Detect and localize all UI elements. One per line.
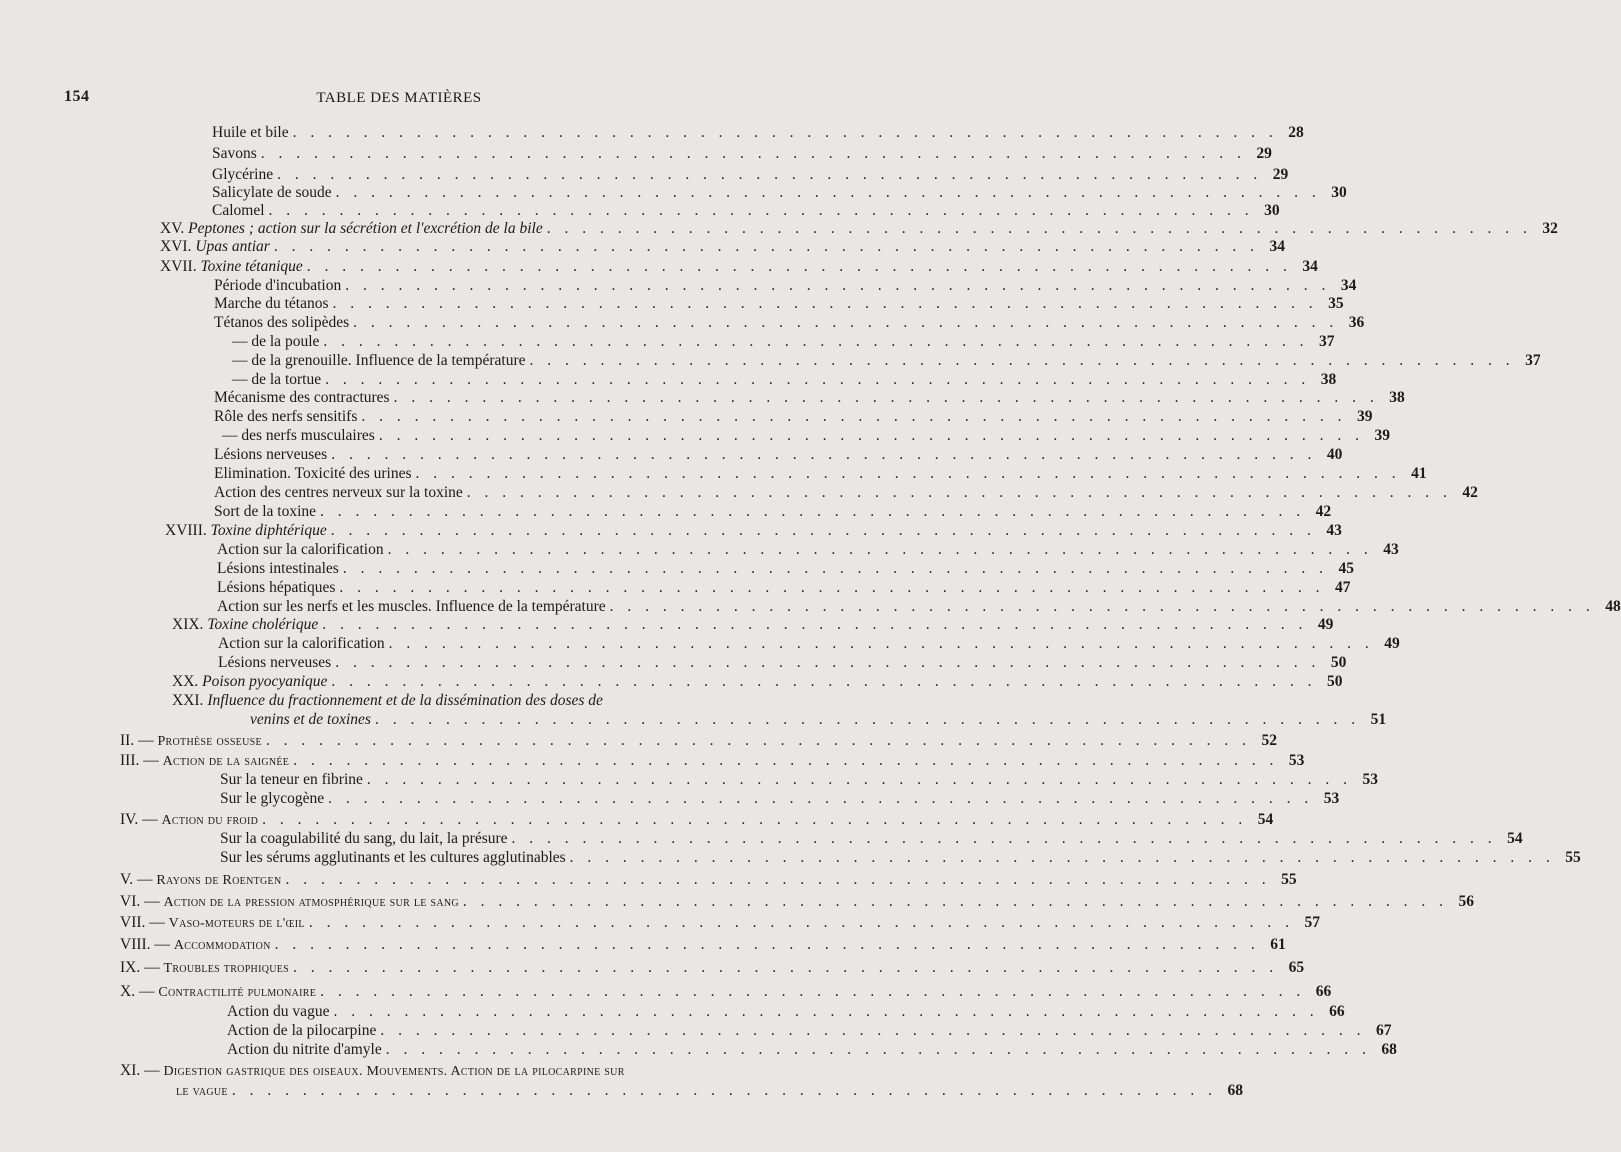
entry-number: XVIII.: [165, 522, 207, 539]
entry-title: Action du vague: [227, 1003, 330, 1020]
entry-title: Sur la coagulabilité du sang, du lait, la présure: [220, 830, 508, 847]
entry-title: Calomel: [212, 202, 265, 219]
entry-page: 40: [1326, 446, 1343, 463]
entry-page: 29: [1272, 166, 1289, 183]
leader-dots: . . . . . . . . . . . . . . . . . . . . . . . . . . . . . . . . . . . . . . . . . . . . . . . . . . . . . . . .: [380, 1022, 1366, 1039]
leader-dots: . . . . . . . . . . . . . . . . . . . . . . . . . . . . . . . . . . . . . . . . . . . . . . . . . . . . . . . .: [277, 166, 1263, 183]
leader-dots: . . . . . . . . . . . . . . . . . . . . . . . . . . . . . . . . . . . . . . . . . . . . . . . . . . . . . . . .: [274, 936, 1260, 953]
entry-title: Savons: [212, 145, 257, 162]
entry-number: VI. —: [120, 893, 160, 910]
toc-entry: [250, 711, 1387, 733]
entry-number: XI. —: [120, 1062, 160, 1079]
entry-title: Glycérine: [212, 166, 274, 183]
leader-dots: . . . . . . . . . . . . . . . . . . . . . . . . . . . . . . . . . . . . . . . . . . . . . . . . . . . . . . . .: [393, 389, 1379, 406]
leader-dots: . . . . . . . . . . . . . . . . . . . . . . . . . . . . . . . . . . . . . . . . . . . . . . . . . . . . . . . .: [268, 202, 1254, 219]
leader-dots: . . . . . . . . . . . . . . . . . . . . . . . . . . . . . . . . . . . . . . . . . . . . . . . . . . . . . . . .: [328, 790, 1314, 807]
entry-number: XV.: [160, 220, 185, 237]
leader-dots: . . . . . . . . . . . . . . . . . . . . . . . . . . . . . . . . . . . . . . . . . . . . . . . . . . . . . . . .: [331, 446, 1317, 463]
entry-page: 34: [1269, 238, 1285, 255]
leader-dots: . . . . . . . . . . . . . . . . . . . . . . . . . . . . . . . . . . . . . . . . . . . . . . . . . . . . . . . .: [387, 541, 1373, 558]
entry-page: 30: [1264, 202, 1280, 219]
entry-page: 53: [1288, 752, 1305, 769]
entry-title: Action de la pression atmosphérique sur le sang: [163, 895, 459, 910]
entry-title: Sort de la toxine: [214, 503, 317, 520]
leader-dots: . . . . . . . . . . . . . . . . . . . . . . . . . . . . . . . . . . . . . . . . . . . . . . . . . . . . . . . .: [339, 579, 1325, 596]
entry-number: XVI.: [160, 238, 192, 255]
entry-page: 57: [1304, 914, 1320, 931]
leader-dots: . . . . . . . . . . . . . . . . . . . . . . . . . . . . . . . . . . . . . . . . . . . . . . . . . . . . . . . .: [569, 849, 1555, 866]
leader-dots: . . . . . . . . . . . . . . . . . . . . . . . . . . . . . . . . . . . . . . . . . . . . . . . . . . . . . . . .: [366, 771, 1353, 788]
leader-dots: . . . . . . . . . . . . . . . . . . . . . . . . . . . . . . . . . . . . . . . . . . . . . . . . . . . . . . . .: [332, 295, 1318, 312]
leader-dots: . . . . . . . . . . . . . . . . . . . . . . . . . . . . . . . . . . . . . . . . . . . . . . . . . . . . . . . .: [335, 654, 1321, 671]
leader-dots: . . . . . . . . . . . . . . . . . . . . . . . . . . . . . . . . . . . . . . . . . . . . . . . . . . . . . . . .: [361, 408, 1347, 425]
entry-title: Action de la saignée: [162, 754, 290, 769]
leader-dots: . . . . . . . . . . . . . . . . . . . . . . . . . . . . . . . . . . . . . . . . . . . . . . . . . . . . . . . .: [415, 465, 1401, 482]
leader-dots: . . . . . . . . . . . . . . . . . . . . . . . . . . . . . . . . . . . . . . . . . . . . . . . . . . . . . . . .: [325, 371, 1311, 388]
page-number: 154: [64, 88, 90, 105]
entry-title: Toxine cholérique: [207, 616, 319, 633]
entry-number: IX. —: [120, 959, 160, 976]
entry-page: 67: [1375, 1022, 1392, 1039]
leader-dots: . . . . . . . . . . . . . . . . . . . . . . . . . . . . . . . . . . . . . . . . . . . . . . . . . . . . . . . .: [466, 484, 1452, 501]
entry-page: 66: [1329, 1003, 1345, 1020]
leader-dots: . . . . . . . . . . . . . . . . . . . . . . . . . . . . . . . . . . . . . . . . . . . . . . . . . . . . . . . .: [529, 352, 1515, 369]
leader-dots: . . . . . . . . . . . . . . . . . . . . . . . . . . . . . . . . . . . . . . . . . . . . . . . . . . . . . . . .: [388, 635, 1374, 652]
entry-title: Accommodation: [173, 938, 271, 953]
entry-title: Vaso-moteurs de l'œil: [168, 916, 305, 931]
entry-title: Tétanos des solipèdes: [214, 314, 350, 331]
toc-entry: [176, 1082, 1243, 1104]
entry-page: 54: [1507, 830, 1523, 847]
entry-title: Période d'incubation: [214, 277, 342, 294]
entry-title: Lésions intestinales: [217, 560, 339, 577]
entry-page: 68: [1381, 1041, 1397, 1058]
entry-title: Influence du fractionnement et de la dissémination des doses de: [207, 692, 603, 709]
entry-number: XX.: [172, 673, 199, 690]
entry-title: Action du nitrite d'amyle: [227, 1041, 382, 1058]
entry-page: 34: [1340, 277, 1357, 294]
entry-title: — des nerfs musculaires: [222, 427, 375, 444]
leader-dots: . . . . . . . . . . . . . . . . . . . . . . . . . . . . . . . . . . . . . . . . . . . . . . . . . . . . . . . .: [273, 238, 1259, 255]
leader-dots: . . . . . . . . . . . . . . . . . . . . . . . . . . . . . . . . . . . . . . . . . . . . . . . . . . . . . . . .: [385, 1041, 1371, 1058]
entry-page: 50: [1330, 654, 1347, 671]
entry-page: 39: [1374, 427, 1390, 444]
leader-dots: . . . . . . . . . . . . . . . . . . . . . . . . . . . . . . . . . . . . . . . . . . . . . . . . . . . . . . . .: [331, 673, 1317, 690]
entry-page: 51: [1370, 711, 1387, 728]
entry-number: X. —: [120, 983, 155, 1000]
toc-entry: [120, 732, 1278, 754]
entry-page: 65: [1288, 959, 1305, 976]
entry-page: 29: [1256, 145, 1272, 162]
entry-number: II. —: [120, 732, 154, 749]
entry-title: Sur le glycogène: [220, 790, 325, 807]
entry-number: XXI.: [172, 692, 204, 709]
entry-title: Action du froid: [161, 813, 259, 828]
leader-dots: . . . . . . . . . . . . . . . . . . . . . . . . . . . . . . . . . . . . . . . . . . . . . . . . . . . . . . . .: [335, 184, 1321, 201]
entry-title: Action des centres nerveux sur la toxine: [214, 484, 463, 501]
entry-page: 38: [1389, 389, 1405, 406]
toc-entry: [212, 124, 1304, 146]
entry-title: Action sur la calorification: [217, 541, 384, 558]
toc-entry: [227, 1041, 1397, 1063]
entry-title: Lésions nerveuses: [218, 654, 332, 671]
entry-title: Prothèse osseuse: [157, 734, 262, 749]
entry-page: 66: [1315, 983, 1332, 1000]
leader-dots: . . . . . . . . . . . . . . . . . . . . . . . . . . . . . . . . . . . . . . . . . . . . . . . . . . . . . . . .: [333, 1003, 1319, 1020]
entry-title: venins et de toxines: [250, 711, 371, 728]
toc-entry: [120, 893, 1475, 915]
leader-dots: . . . . . . . . . . . . . . . . . . . . . . . . . . . . . . . . . . . . . . . . . . . . . . . . . . . . . . . .: [323, 333, 1309, 350]
entry-page: 56: [1458, 893, 1475, 910]
entry-page: 42: [1462, 484, 1478, 501]
leader-dots: . . . . . . . . . . . . . . . . . . . . . . . . . . . . . . . . . . . . . . . . . . . . . . . . . . . . . . . .: [462, 893, 1449, 910]
entry-page: 52: [1261, 732, 1278, 749]
entry-page: 42: [1315, 503, 1332, 520]
entry-number: VIII. —: [120, 936, 170, 953]
leader-dots: . . . . . . . . . . . . . . . . . . . . . . . . . . . . . . . . . . . . . . . . . . . . . . . . . . . . . . . .: [262, 811, 1248, 828]
entry-number: IV. —: [120, 811, 158, 828]
leader-dots: . . . . . . . . . . . . . . . . . . . . . . . . . . . . . . . . . . . . . . . . . . . . . . . . . . . . . . . .: [330, 522, 1316, 539]
leader-dots: . . . . . . . . . . . . . . . . . . . . . . . . . . . . . . . . . . . . . . . . . . . . . . . . . . . . . . . .: [345, 277, 1331, 294]
toc-entry: [120, 1062, 740, 1084]
entry-page: 41: [1411, 465, 1427, 482]
leader-dots: . . . . . . . . . . . . . . . . . . . . . . . . . . . . . . . . . . . . . . . . . . . . . . . . . . . . . . . .: [342, 560, 1328, 577]
leader-dots: . . . . . . . . . . . . . . . . . . . . . . . . . . . . . . . . . . . . . . . . . . . . . . . . . . . . . . . .: [546, 220, 1532, 237]
entry-page: 55: [1565, 849, 1581, 866]
toc-entry: [120, 959, 1305, 981]
toc-entry: [160, 238, 1285, 260]
entry-title: Troubles trophiques: [163, 961, 290, 976]
entry-page: 50: [1327, 673, 1343, 690]
entry-page: 37: [1525, 352, 1541, 369]
page-header: [64, 88, 734, 112]
entry-title: Poison pyocyanique: [202, 673, 328, 690]
leader-dots: . . . . . . . . . . . . . . . . . . . . . . . . . . . . . . . . . . . . . . . . . . . . . . . . . . . . . . . .: [374, 711, 1361, 728]
entry-page: 53: [1362, 771, 1379, 788]
entry-title: Action de la pilocarpine: [227, 1022, 377, 1039]
toc-entry: [120, 871, 1297, 893]
entry-page: 28: [1288, 124, 1304, 141]
leader-dots: . . . . . . . . . . . . . . . . . . . . . . . . . . . . . . . . . . . . . . . . . . . . . . . . . . . . . . . .: [293, 752, 1279, 769]
entry-title: Mécanisme des contractures: [214, 389, 390, 406]
entry-page: 48: [1605, 598, 1621, 615]
leader-dots: . . . . . . . . . . . . . . . . . . . . . . . . . . . . . . . . . . . . . . . . . . . . . . . . . . . . . . . .: [353, 314, 1339, 331]
entry-page: 45: [1338, 560, 1354, 577]
entry-number: VII. —: [120, 914, 165, 931]
leader-dots: . . . . . . . . . . . . . . . . . . . . . . . . . . . . . . . . . . . . . . . . . . . . . . . . . . . . . . . .: [231, 1082, 1217, 1099]
entry-title: Action sur la calorification: [218, 635, 385, 652]
leader-dots: . . . . . . . . . . . . . . . . . . . . . . . . . . . . . . . . . . . . . . . . . . . . . . . . . . . . . . . .: [285, 871, 1271, 888]
entry-page: 68: [1227, 1082, 1243, 1099]
entry-page: 61: [1270, 936, 1286, 953]
entry-page: 55: [1281, 871, 1297, 888]
leader-dots: . . . . . . . . . . . . . . . . . . . . . . . . . . . . . . . . . . . . . . . . . . . . . . . . . . . . . . . .: [265, 732, 1252, 749]
entry-title: Digestion gastrique des oiseaux. Mouvements. Action de la pilocarpine sur: [163, 1064, 625, 1079]
entry-page: 43: [1383, 541, 1399, 558]
entry-title: Upas antiar: [195, 238, 270, 255]
entry-title: — de la poule: [232, 333, 320, 350]
entry-page: 49: [1384, 635, 1400, 652]
entry-title: Sur les sérums agglutinants et les cultures agglutinables: [220, 849, 566, 866]
entry-title: Toxine diphtérique: [210, 522, 327, 539]
leader-dots: . . . . . . . . . . . . . . . . . . . . . . . . . . . . . . . . . . . . . . . . . . . . . . . . . . . . . . . .: [308, 914, 1294, 931]
leader-dots: . . . . . . . . . . . . . . . . . . . . . . . . . . . . . . . . . . . . . . . . . . . . . . . . . . . . . . . .: [293, 959, 1279, 976]
toc-entry: [120, 983, 1332, 1005]
entry-title: Contractilité pulmonaire: [158, 985, 317, 1000]
entry-number: XIX.: [172, 616, 204, 633]
leader-dots: . . . . . . . . . . . . . . . . . . . . . . . . . . . . . . . . . . . . . . . . . . . . . . . . . . . . . . . .: [306, 258, 1292, 275]
entry-title: Salicylate de soude: [212, 184, 332, 201]
entry-page: 34: [1302, 258, 1318, 275]
entry-title: Sur la teneur en fibrine: [220, 771, 363, 788]
entry-title: Elimination. Toxicité des urines: [214, 465, 412, 482]
entry-page: 47: [1335, 579, 1351, 596]
running-title: TABLE DES MATIÈRES: [316, 90, 482, 106]
entry-number: V. —: [120, 871, 153, 888]
leader-dots: . . . . . . . . . . . . . . . . . . . . . . . . . . . . . . . . . . . . . . . . . . . . . . . . . . . . . . . .: [378, 427, 1364, 444]
entry-page: 35: [1328, 295, 1344, 312]
entry-title: le vague: [176, 1084, 228, 1099]
entry-title: — de la grenouille. Influence de la température: [232, 352, 526, 369]
toc-entry: [212, 145, 1272, 167]
toc-entry: [220, 849, 1581, 871]
entry-title: Toxine tétanique: [200, 258, 303, 275]
leader-dots: . . . . . . . . . . . . . . . . . . . . . . . . . . . . . . . . . . . . . . . . . . . . . . . . . . . . . . . .: [260, 145, 1246, 162]
entry-number: III. —: [120, 752, 159, 769]
entry-page: 43: [1326, 522, 1342, 539]
entry-title: Rôle des nerfs sensitifs: [214, 408, 358, 425]
entry-title: — de la tortue: [232, 371, 322, 388]
leader-dots: . . . . . . . . . . . . . . . . . . . . . . . . . . . . . . . . . . . . . . . . . . . . . . . . . . . . . . . .: [292, 124, 1278, 141]
leader-dots: . . . . . . . . . . . . . . . . . . . . . . . . . . . . . . . . . . . . . . . . . . . . . . . . . . . . . . . .: [609, 598, 1595, 615]
leader-dots: . . . . . . . . . . . . . . . . . . . . . . . . . . . . . . . . . . . . . . . . . . . . . . . . . . . . . . . .: [320, 983, 1306, 1000]
toc-entry: [220, 790, 1340, 812]
entry-page: 37: [1319, 333, 1335, 350]
entry-page: 38: [1320, 371, 1337, 388]
entry-title: Huile et bile: [212, 124, 289, 141]
entry-page: 36: [1348, 314, 1365, 331]
leader-dots: . . . . . . . . . . . . . . . . . . . . . . . . . . . . . . . . . . . . . . . . . . . . . . . . . . . . . . . .: [320, 503, 1306, 520]
entry-number: XVII.: [160, 258, 197, 275]
leader-dots: . . . . . . . . . . . . . . . . . . . . . . . . . . . . . . . . . . . . . . . . . . . . . . . . . . . . . . . .: [322, 616, 1308, 633]
entry-page: 54: [1257, 811, 1274, 828]
leader-dots: . . . . . . . . . . . . . . . . . . . . . . . . . . . . . . . . . . . . . . . . . . . . . . . . . . . . . . . .: [511, 830, 1497, 847]
entry-title: Lésions hépatiques: [217, 579, 336, 596]
entry-title: Rayons de Roentgen: [156, 873, 282, 888]
entry-page: 32: [1542, 220, 1558, 237]
entry-page: 39: [1356, 408, 1373, 425]
entry-page: 53: [1323, 790, 1340, 807]
toc-entry: [120, 914, 1320, 936]
entry-page: 30: [1331, 184, 1347, 201]
entry-title: Action sur les nerfs et les muscles. Influence de la température: [217, 598, 606, 615]
entry-title: Peptones ; action sur la sécrétion et l'excrétion de la bile: [188, 220, 543, 237]
entry-title: Lésions nerveuses: [214, 446, 328, 463]
toc-entry: [120, 936, 1286, 958]
entry-page: 49: [1317, 616, 1334, 633]
entry-title: Marche du tétanos: [214, 295, 329, 312]
